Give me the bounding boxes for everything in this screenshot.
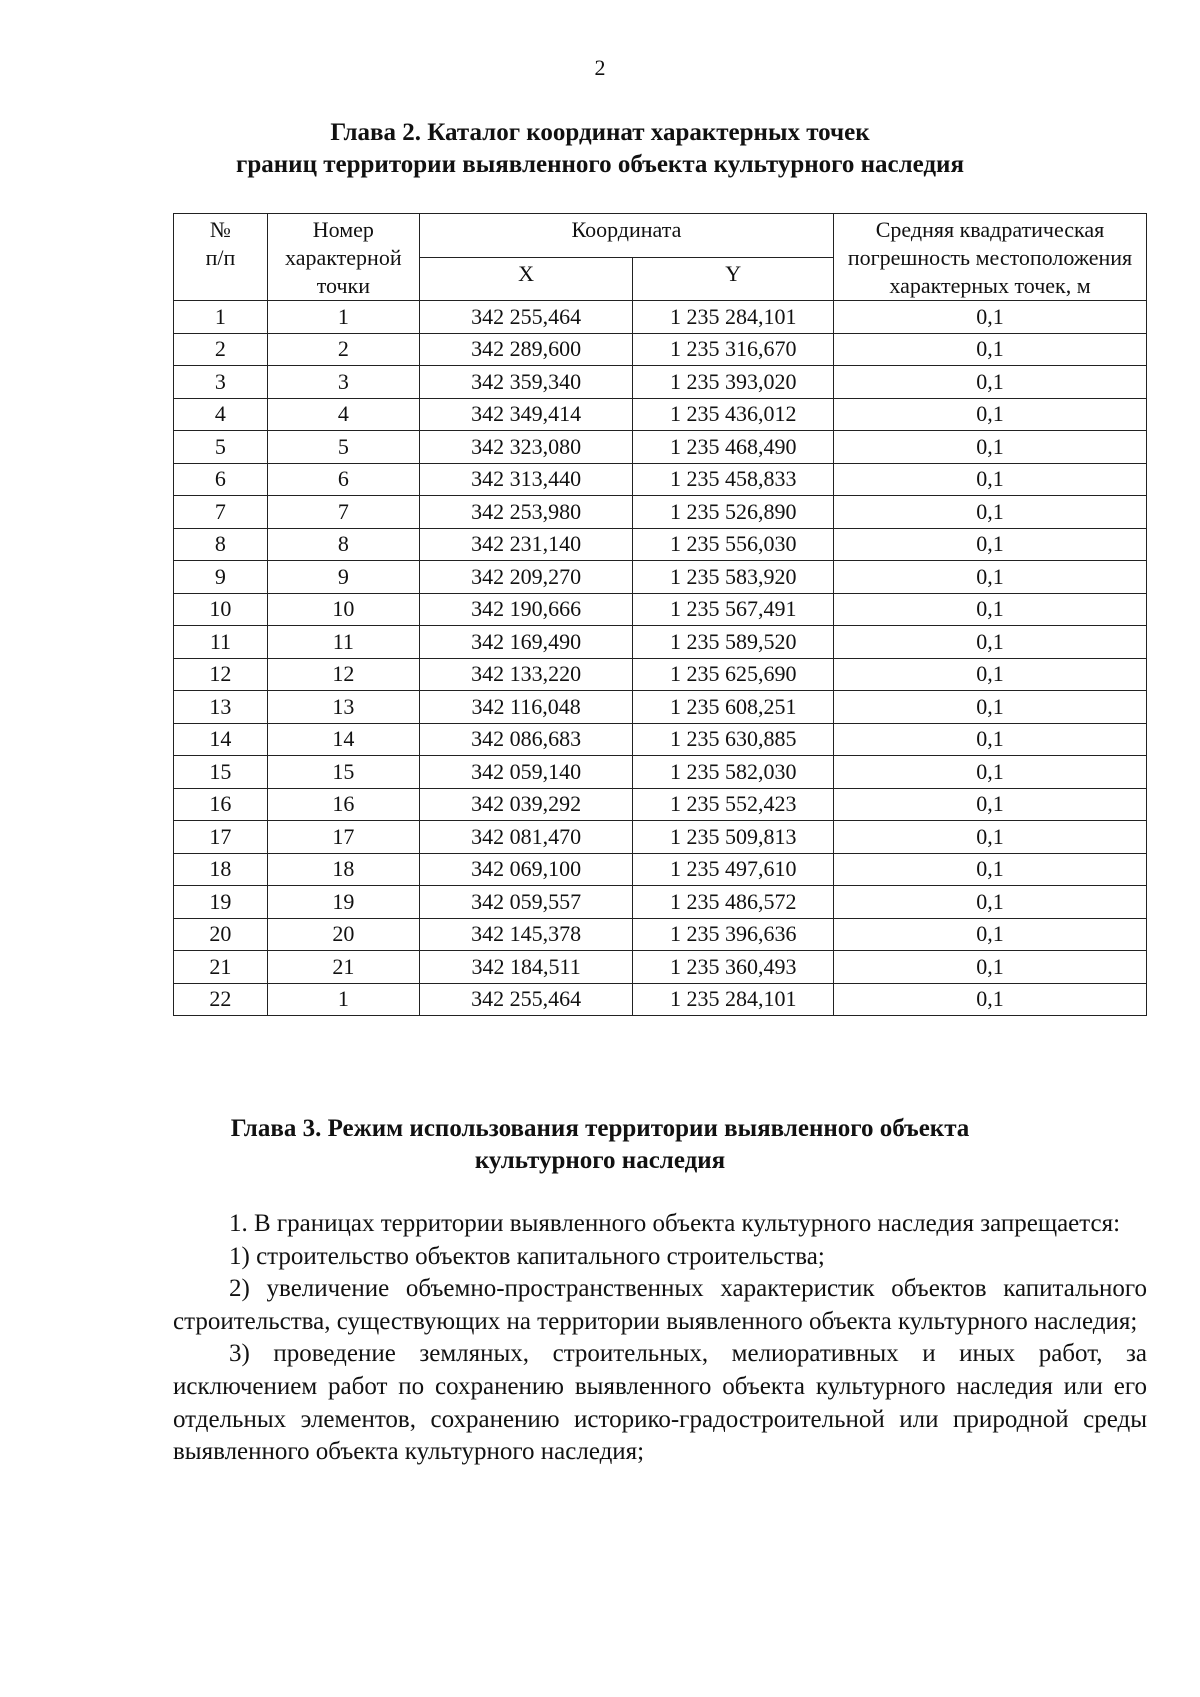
cell-y: 1 235 486,572: [633, 886, 834, 919]
cell-error: 0,1: [834, 723, 1147, 756]
cell-number: 1: [174, 301, 268, 334]
header-x: X: [419, 257, 633, 301]
cell-error: 0,1: [834, 658, 1147, 691]
table-row: [174, 723, 1147, 756]
cell-y: 1 235 284,101: [633, 983, 834, 1016]
cell-y: 1 235 284,101: [633, 301, 834, 334]
cell-x: 342 169,490: [419, 626, 633, 659]
table-row: [174, 658, 1147, 691]
cell-y: 1 235 393,020: [633, 366, 834, 399]
header-y: Y: [633, 257, 834, 301]
cell-x: 342 133,220: [419, 658, 633, 691]
table-row: [174, 983, 1147, 1016]
cell-error: 0,1: [834, 626, 1147, 659]
cell-point-number: 11: [267, 626, 419, 659]
cell-x: 342 184,511: [419, 951, 633, 984]
cell-number: 5: [174, 431, 268, 464]
cell-number: 9: [174, 561, 268, 594]
cell-error: 0,1: [834, 756, 1147, 789]
page-number: 2: [594, 55, 606, 80]
cell-point-number: 1: [267, 983, 419, 1016]
cell-point-number: 15: [267, 756, 419, 789]
cell-error: 0,1: [834, 366, 1147, 399]
cell-x: 342 190,666: [419, 593, 633, 626]
cell-number: 19: [174, 886, 268, 919]
table-row: [174, 496, 1147, 529]
cell-x: 342 116,048: [419, 691, 633, 724]
cell-point-number: 19: [267, 886, 419, 919]
cell-y: 1 235 556,030: [633, 528, 834, 561]
cell-number: 4: [174, 398, 268, 431]
list-item-1: 1) строительство объектов капитального строительства;: [229, 1242, 825, 1270]
cell-point-number: 16: [267, 788, 419, 821]
cell-point-number: 4: [267, 398, 419, 431]
cell-point-number: 20: [267, 918, 419, 951]
cell-point-number: 10: [267, 593, 419, 626]
cell-point-number: 21: [267, 951, 419, 984]
cell-x: 342 145,378: [419, 918, 633, 951]
cell-number: 20: [174, 918, 268, 951]
table-row: [174, 626, 1147, 659]
cell-number: 18: [174, 853, 268, 886]
cell-number: 2: [174, 333, 268, 366]
table-row: [174, 691, 1147, 724]
chapter-2-title-line-1: Глава 2. Каталог координат характерных точек: [330, 119, 870, 146]
table-row: [174, 821, 1147, 854]
cell-x: 342 081,470: [419, 821, 633, 854]
cell-y: 1 235 396,636: [633, 918, 834, 951]
cell-x: 342 359,340: [419, 366, 633, 399]
cell-error: 0,1: [834, 496, 1147, 529]
cell-x: 342 253,980: [419, 496, 633, 529]
cell-number: 8: [174, 528, 268, 561]
cell-x: 342 231,140: [419, 528, 633, 561]
chapter-3-title-line-2: культурного наследия: [474, 1147, 726, 1174]
cell-error: 0,1: [834, 951, 1147, 984]
cell-point-number: 14: [267, 723, 419, 756]
cell-y: 1 235 509,813: [633, 821, 834, 854]
cell-error: 0,1: [834, 821, 1147, 854]
cell-x: 342 323,080: [419, 431, 633, 464]
list-item-3: 3) проведение земляных, строительных, мелиоративных и иных работ, за исключением работ по сохранению выявленного объекта культурного наследия или его отдельных элементов, сохранению историко-градостроительной или природной среды выявленного объекта культурного наследия;: [173, 1340, 1147, 1466]
cell-point-number: 8: [267, 528, 419, 561]
cell-number: 14: [174, 723, 268, 756]
cell-number: 17: [174, 821, 268, 854]
cell-number: 16: [174, 788, 268, 821]
table-row: [174, 788, 1147, 821]
cell-point-number: 12: [267, 658, 419, 691]
table-row: [174, 593, 1147, 626]
cell-x: 342 349,414: [419, 398, 633, 431]
table-row: [174, 853, 1147, 886]
cell-error: 0,1: [834, 853, 1147, 886]
cell-y: 1 235 468,490: [633, 431, 834, 464]
cell-error: 0,1: [834, 528, 1147, 561]
cell-error: 0,1: [834, 593, 1147, 626]
cell-error: 0,1: [834, 333, 1147, 366]
chapter-2-title: [0, 117, 1200, 181]
cell-y: 1 235 608,251: [633, 691, 834, 724]
header-coordinate: Координата: [419, 214, 833, 258]
cell-y: 1 235 552,423: [633, 788, 834, 821]
cell-x: 342 209,270: [419, 561, 633, 594]
table-row: [174, 951, 1147, 984]
chapter-2-title-line-2: границ территории выявленного объекта культурного наследия: [236, 151, 964, 178]
table-row: [174, 463, 1147, 496]
cell-number: 3: [174, 366, 268, 399]
cell-x: 342 039,292: [419, 788, 633, 821]
coordinates-table: [173, 213, 1147, 1016]
paragraph-1: 1. В границах территории выявленного объекта культурного наследия запрещается:: [229, 1210, 1121, 1237]
cell-x: 342 289,600: [419, 333, 633, 366]
table-row: [174, 431, 1147, 464]
cell-x: 342 255,464: [419, 301, 633, 334]
cell-error: 0,1: [834, 301, 1147, 334]
cell-number: 7: [174, 496, 268, 529]
table-row: [174, 918, 1147, 951]
cell-point-number: 5: [267, 431, 419, 464]
table-row: [174, 528, 1147, 561]
cell-point-number: 13: [267, 691, 419, 724]
table-row: [174, 886, 1147, 919]
header-number: № п/п: [174, 214, 268, 301]
cell-error: 0,1: [834, 788, 1147, 821]
cell-point-number: 9: [267, 561, 419, 594]
table-row: [174, 561, 1147, 594]
chapter-3-body: [173, 1208, 1147, 1469]
cell-y: 1 235 630,885: [633, 723, 834, 756]
cell-y: 1 235 526,890: [633, 496, 834, 529]
list-item-2: 2) увеличение объемно-пространственных характеристик объектов капитального строительства, существующих на территории выявленного объекта культурного наследия;: [173, 1275, 1147, 1335]
cell-x: 342 059,140: [419, 756, 633, 789]
cell-point-number: 6: [267, 463, 419, 496]
chapter-3-title: [0, 1113, 1200, 1177]
cell-error: 0,1: [834, 463, 1147, 496]
table-row: [174, 301, 1147, 334]
cell-y: 1 235 316,670: [633, 333, 834, 366]
cell-y: 1 235 497,610: [633, 853, 834, 886]
cell-error: 0,1: [834, 561, 1147, 594]
cell-y: 1 235 625,690: [633, 658, 834, 691]
cell-number: 10: [174, 593, 268, 626]
cell-number: 11: [174, 626, 268, 659]
cell-point-number: 3: [267, 366, 419, 399]
cell-y: 1 235 360,493: [633, 951, 834, 984]
cell-y: 1 235 567,491: [633, 593, 834, 626]
header-point-number: Номер характерной точки: [267, 214, 419, 301]
cell-error: 0,1: [834, 691, 1147, 724]
cell-y: 1 235 582,030: [633, 756, 834, 789]
cell-x: 342 255,464: [419, 983, 633, 1016]
cell-number: 13: [174, 691, 268, 724]
cell-x: 342 086,683: [419, 723, 633, 756]
cell-error: 0,1: [834, 431, 1147, 464]
cell-x: 342 313,440: [419, 463, 633, 496]
cell-x: 342 069,100: [419, 853, 633, 886]
header-error: Средняя квадратическая погрешность местоположения характерных точек, м: [834, 214, 1147, 301]
chapter-3-title-line-1: Глава 3. Режим использования территории выявленного объекта: [230, 1115, 970, 1142]
cell-number: 15: [174, 756, 268, 789]
table-row: [174, 366, 1147, 399]
cell-number: 6: [174, 463, 268, 496]
cell-error: 0,1: [834, 983, 1147, 1016]
cell-error: 0,1: [834, 918, 1147, 951]
cell-x: 342 059,557: [419, 886, 633, 919]
table-row: [174, 398, 1147, 431]
cell-number: 22: [174, 983, 268, 1016]
cell-y: 1 235 583,920: [633, 561, 834, 594]
cell-y: 1 235 458,833: [633, 463, 834, 496]
cell-number: 21: [174, 951, 268, 984]
cell-error: 0,1: [834, 398, 1147, 431]
table-row: [174, 333, 1147, 366]
cell-y: 1 235 589,520: [633, 626, 834, 659]
cell-error: 0,1: [834, 886, 1147, 919]
cell-point-number: 7: [267, 496, 419, 529]
cell-number: 12: [174, 658, 268, 691]
table-row: [174, 756, 1147, 789]
cell-point-number: 18: [267, 853, 419, 886]
cell-point-number: 17: [267, 821, 419, 854]
cell-y: 1 235 436,012: [633, 398, 834, 431]
coordinates-table-body: [174, 301, 1147, 1016]
cell-point-number: 1: [267, 301, 419, 334]
cell-point-number: 2: [267, 333, 419, 366]
